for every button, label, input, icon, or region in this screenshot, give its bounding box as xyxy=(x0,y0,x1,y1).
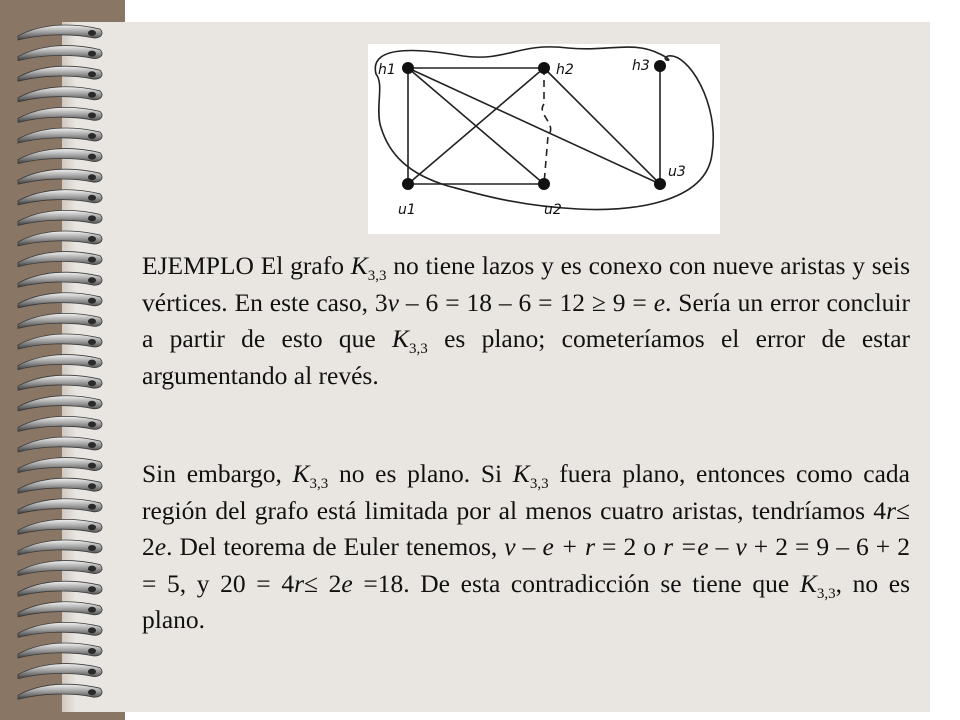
binding-hole xyxy=(88,442,96,448)
binding-hole xyxy=(88,298,96,304)
binding-hole xyxy=(88,195,96,201)
binding-hole xyxy=(88,133,96,139)
label-h2: h2 xyxy=(556,62,574,78)
edge-h1-u3 xyxy=(408,68,660,184)
math-k: K xyxy=(350,251,368,280)
text-run: – 6 = 18 – 6 = 12 xyxy=(399,287,592,317)
text-run: =18. De esta contradicción se tiene que xyxy=(352,568,800,598)
paragraph-example xyxy=(142,248,910,394)
binding-hole xyxy=(88,566,96,572)
text-run: 9 = xyxy=(605,287,654,317)
math-leq-symbol: ≤ xyxy=(896,495,910,525)
binding-hole xyxy=(88,380,96,386)
vertex-h3 xyxy=(654,60,666,72)
binding-hole xyxy=(88,92,96,98)
math-subscript: 3,3 xyxy=(409,341,428,357)
binding-hole xyxy=(88,627,96,633)
vertex-u1 xyxy=(402,178,414,190)
vertex-u2 xyxy=(538,178,550,190)
math-e: e xyxy=(653,287,666,317)
binding-hole xyxy=(88,504,96,510)
math-r: r xyxy=(294,568,305,598)
binding-hole xyxy=(88,689,96,695)
binding-hole xyxy=(88,30,96,36)
binding-hole xyxy=(88,669,96,675)
text-run: = 2 o xyxy=(595,532,664,561)
text-run: , no es plano. xyxy=(142,568,910,634)
binding-hole xyxy=(88,648,96,654)
binding-hole xyxy=(88,421,96,427)
label-u1: u1 xyxy=(398,202,416,218)
label-u2: u2 xyxy=(544,202,562,218)
binding-hole xyxy=(88,360,96,366)
text-run: . Del teorema de Euler tenemos, xyxy=(166,532,505,561)
text-run: Sin embargo, xyxy=(142,459,293,488)
math-subscript: 3,3 xyxy=(529,476,549,492)
binding-hole xyxy=(88,318,96,324)
binding-hole xyxy=(88,586,96,592)
math-formula: r =e – v xyxy=(663,532,747,561)
binding-hole xyxy=(88,483,96,489)
binding-hole xyxy=(88,51,96,57)
math-v: v xyxy=(387,287,399,317)
math-formula: v – e + r xyxy=(504,532,595,561)
binding-hole xyxy=(88,463,96,469)
text-run: 2 xyxy=(142,532,155,561)
math-k: K xyxy=(799,568,817,598)
math-k: K xyxy=(292,459,310,488)
math-leq-symbol: ≤ xyxy=(304,568,319,598)
k33-graph-diagram xyxy=(368,44,720,234)
text-run: fuera plano, entonces como cada región del grafo está limitada por al menos cuatro aristas, tendríamos 4 xyxy=(142,459,910,525)
text-run: 2 xyxy=(318,568,342,598)
binding-hole xyxy=(88,401,96,407)
binding-hole xyxy=(88,215,96,221)
text-run: es plano; cometeríamos el error de estar argumentando al revés. xyxy=(142,324,910,390)
spiral-binding-icon xyxy=(0,0,125,720)
binding-hole xyxy=(88,257,96,263)
text-run: no tiene lazos y es conexo con nueve aristas y seis vértices. En este caso, 3 xyxy=(142,251,910,317)
label-u3: u3 xyxy=(668,164,686,180)
text-run: no es plano. Si xyxy=(328,459,513,488)
label-h3: h3 xyxy=(632,58,650,74)
math-subscript: 3,3 xyxy=(309,476,329,492)
vertex-h1 xyxy=(402,62,414,74)
math-geq-symbol: ≥ xyxy=(591,287,606,317)
math-k: K xyxy=(512,459,530,488)
binding-hole xyxy=(88,277,96,283)
binding-hole xyxy=(88,174,96,180)
text-run: + 2 = 9 – 6 + 2 = 5, y 20 = 4 xyxy=(142,532,910,598)
binding-hole xyxy=(88,112,96,118)
math-subscript: 3,3 xyxy=(367,268,387,284)
vertex-h2 xyxy=(538,62,550,74)
paragraph-proof xyxy=(142,456,910,639)
binding-hole xyxy=(88,607,96,613)
text-run: . Sería un error concluir a partir de esto que xyxy=(142,287,910,353)
edge-h2-u2-dashed xyxy=(542,68,550,184)
binding-hole xyxy=(88,236,96,242)
text-run: EJEMPLO El grafo xyxy=(142,251,351,280)
binding-hole xyxy=(88,545,96,551)
label-h1: h1 xyxy=(378,62,396,78)
binding-hole xyxy=(88,524,96,530)
math-e: e xyxy=(341,568,353,598)
vertex-u3 xyxy=(654,178,666,190)
edge-h2-u3 xyxy=(544,68,660,184)
binding-hole xyxy=(88,71,96,77)
binding-hole xyxy=(88,339,96,345)
binding-hole xyxy=(88,154,96,160)
math-subscript: 3,3 xyxy=(816,585,836,602)
math-k: K xyxy=(392,324,410,353)
math-e: e xyxy=(154,532,167,561)
math-r: r xyxy=(886,495,896,525)
